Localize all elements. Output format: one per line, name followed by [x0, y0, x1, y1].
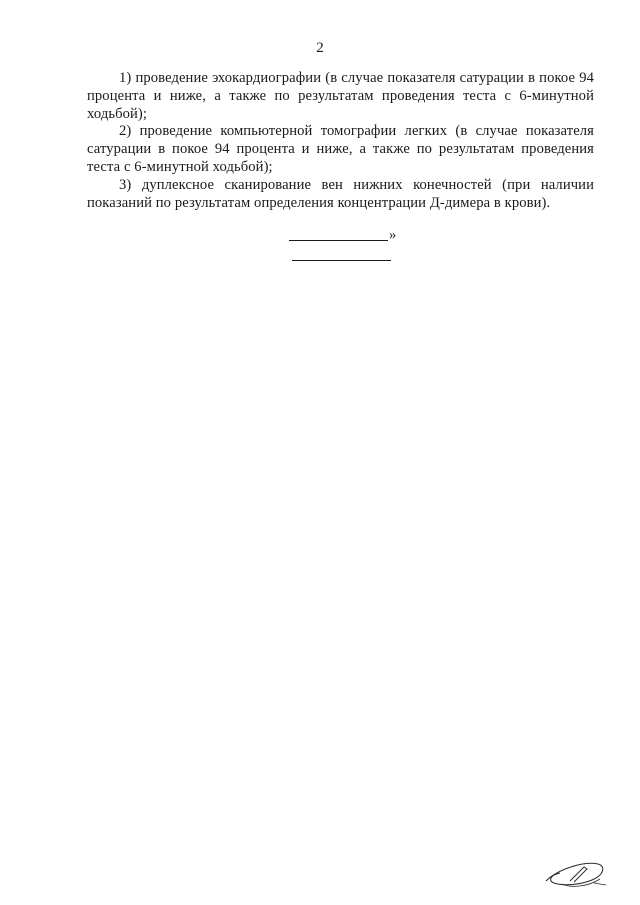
signature-mark — [540, 855, 610, 893]
paragraph-2: 2) проведение компьютерной томографии легких (в случае показателя сатурации в покое 94 процента и ниже, а также по результатам проведения теста с 6-минутной ходьбой); — [87, 123, 594, 175]
page-number: 2 — [316, 40, 324, 56]
closing-underline — [289, 240, 388, 241]
separator-line — [292, 260, 391, 261]
closing-quote: » — [389, 227, 397, 243]
paragraph-3: 3) дуплексное сканирование вен нижних конечностей (при наличии показаний по результатам определения концентрации Д-димера в крови). — [87, 176, 594, 211]
document-body — [87, 70, 594, 212]
closing-line — [289, 229, 399, 245]
paragraph-1: 1) проведение эхокардиографии (в случае показателя сатурации в покое 94 процента и ниже, а также по результатам проведения теста с 6-минутной ходьбой); — [87, 70, 594, 122]
